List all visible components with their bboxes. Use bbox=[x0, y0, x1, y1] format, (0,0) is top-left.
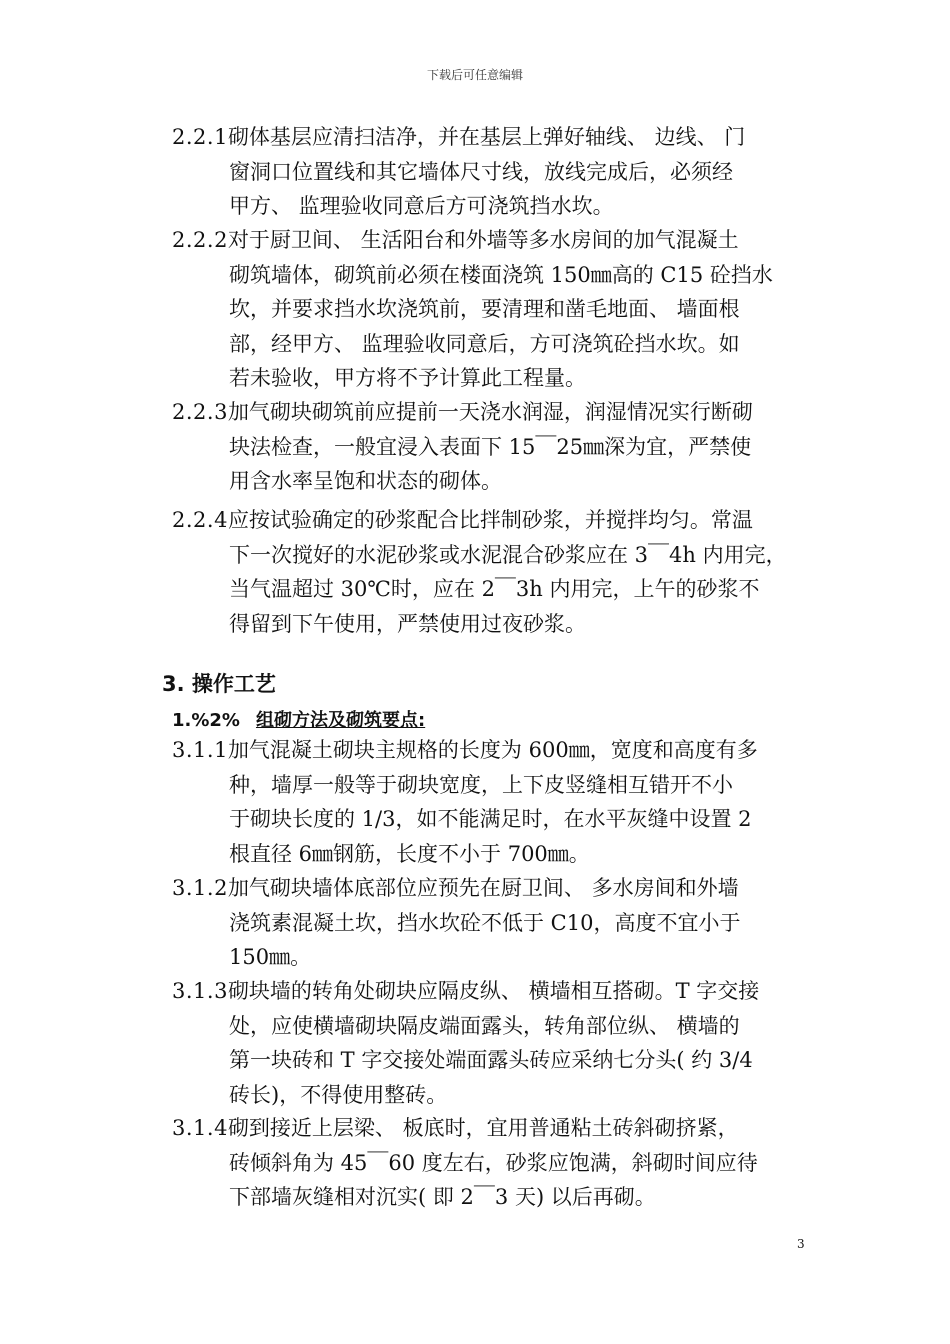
paragraph-3-1-3 bbox=[172, 974, 812, 1112]
paragraph-number: 3.1.4 bbox=[172, 1116, 228, 1140]
paragraph-text: 加气砌块墙体底部位应预先在厨卫间、 多水房间和外墙 bbox=[227, 876, 739, 900]
paragraph-text: 对于厨卫间、 生活阳台和外墙等多水房间的加气混凝土 bbox=[227, 228, 739, 252]
paragraph-text: 于砌块长度的 1/3，如不能满足时，在水平灰缝中设置 2 bbox=[229, 807, 752, 831]
paragraph-text: 部，经甲方、 监理验收同意后，方可浇筑砼挡水坎。如 bbox=[229, 331, 740, 356]
paragraph-number: 3.1.3 bbox=[172, 979, 228, 1003]
paragraph-text: 块法检查，一般宜浸入表面下 15￣25㎜深为宜，严禁使 bbox=[229, 434, 752, 459]
paragraph-2-2-1 bbox=[172, 120, 812, 224]
paragraph-line bbox=[172, 1146, 812, 1181]
paragraph-line bbox=[172, 327, 812, 362]
paragraph-line bbox=[172, 120, 812, 155]
section-3-1-number: 1.%2% bbox=[172, 710, 240, 731]
paragraph-number: 2.2.4 bbox=[172, 508, 228, 532]
paragraph-3-1-4 bbox=[172, 1111, 812, 1215]
paragraph-text: 加气混凝土砌块主规格的长度为 600㎜，宽度和高度有多 bbox=[227, 738, 758, 762]
paragraph-text: 坎，并要求挡水坎浇筑前，要清理和凿毛地面、 墙面根 bbox=[229, 297, 740, 321]
section-3-1-heading bbox=[172, 706, 425, 732]
paragraph-text: 砌块墙的转角处砌块应隔皮纵、 横墙相互搭砌。T 字交接 bbox=[227, 979, 760, 1003]
paragraph-number: 2.2.2 bbox=[172, 228, 228, 252]
paragraph-text: 下一次搅好的水泥砂浆或水泥混合砂浆应在 3￣4h 内用完， bbox=[229, 542, 787, 567]
paragraph-number: 3.1.2 bbox=[172, 876, 228, 900]
paragraph-line bbox=[172, 258, 812, 293]
paragraph-line bbox=[172, 871, 812, 906]
paragraph-line bbox=[172, 189, 812, 224]
paragraph-text: 砖倾斜角为 45￣60 度左右，砂浆应饱满，斜砌时间应待 bbox=[229, 1150, 758, 1175]
section-3-title: 3. 操作工艺 bbox=[162, 672, 276, 696]
paragraph-text: 甲方、 监理验收同意后方可浇筑挡水坎。 bbox=[229, 194, 614, 218]
paragraph-text: 砌到接近上层梁、 板底时，宜用普通粘土砖斜砌挤紧， bbox=[227, 1116, 739, 1140]
paragraph-text: 当气温超过 30℃时，应在 2￣3h 内用完，上午的砂浆不 bbox=[229, 577, 760, 601]
paragraph-2-2-2 bbox=[172, 223, 812, 396]
paragraph-line bbox=[172, 1078, 812, 1113]
paragraph-line bbox=[172, 361, 812, 396]
paragraph-line bbox=[172, 768, 812, 803]
paragraph-number: 2.2.3 bbox=[172, 400, 228, 424]
paragraph-line bbox=[172, 837, 812, 872]
section-3-1-label: 组砌方法及砌筑要点: bbox=[255, 710, 426, 731]
paragraph-text: 浇筑素混凝土坎，挡水坎砼不低于 C10，高度不宜小于 bbox=[229, 910, 741, 935]
paragraph-number: 2.2.1 bbox=[172, 125, 228, 149]
paragraph-2-2-4 bbox=[172, 503, 812, 641]
paragraph-line bbox=[172, 607, 812, 642]
paragraph-line bbox=[172, 906, 812, 941]
paragraph-line bbox=[172, 395, 812, 430]
paragraph-text: 根直径 6㎜钢筋，长度不小于 700㎜。 bbox=[229, 841, 590, 866]
page-number: 3 bbox=[797, 1237, 805, 1251]
paragraph-text: 150㎜。 bbox=[229, 945, 312, 969]
paragraph-text: 种，墙厚一般等于砌块宽度，上下皮竖缝相互错开不小 bbox=[229, 772, 733, 797]
paragraph-text: 砖长)，不得使用整砖。 bbox=[229, 1082, 448, 1107]
paragraph-line bbox=[172, 974, 812, 1009]
paragraph-line bbox=[172, 733, 812, 768]
paragraph-line bbox=[172, 503, 812, 538]
paragraph-text: 加气砌块砌筑前应提前一天浇水润湿，润湿情况实行断砌 bbox=[227, 400, 753, 424]
paragraph-line bbox=[172, 292, 812, 327]
paragraph-line bbox=[172, 940, 812, 975]
paragraph-text: 窗洞口位置线和其它墙体尺寸线，放线完成后，必须经 bbox=[229, 159, 733, 184]
paragraph-line bbox=[172, 802, 812, 837]
paragraph-line bbox=[172, 464, 812, 499]
paragraph-text: 得留到下午使用，严禁使用过夜砂浆。 bbox=[229, 611, 586, 636]
paragraph-text: 用含水率呈饱和状态的砌体。 bbox=[229, 469, 502, 493]
paragraph-line bbox=[172, 1180, 812, 1215]
paragraph-line bbox=[172, 1043, 812, 1078]
paragraph-number: 3.1.1 bbox=[172, 738, 228, 762]
paragraph-text: 第一块砖和 T 字交接处端面露头砖应采纳七分头( 约 3/4 bbox=[229, 1048, 753, 1072]
paragraph-line bbox=[172, 1009, 812, 1044]
paragraph-3-1-2 bbox=[172, 871, 812, 975]
paragraph-text: 下部墙灰缝相对沉实( 即 2￣3 天) 以后再砌。 bbox=[229, 1185, 656, 1209]
paragraph-text: 若未验收，甲方将不予计算此工程量。 bbox=[229, 366, 586, 390]
paragraph-line bbox=[172, 1111, 812, 1146]
paragraph-line bbox=[172, 155, 812, 190]
paragraph-3-1-1 bbox=[172, 733, 812, 871]
paragraph-2-2-3 bbox=[172, 395, 812, 499]
paragraph-text: 砌筑墙体，砌筑前必须在楼面浇筑 150㎜高的 C15 砼挡水 bbox=[229, 262, 773, 287]
paragraph-line bbox=[172, 223, 812, 258]
paragraph-text: 应按试验确定的砂浆配合比拌制砂浆，并搅拌均匀。常温 bbox=[227, 508, 753, 532]
paragraph-line bbox=[172, 538, 812, 573]
paragraph-text: 处，应使横墙砌块隔皮端面露头，转角部位纵、 横墙的 bbox=[229, 1013, 740, 1038]
page-header: 下载后可任意编辑 bbox=[426, 68, 523, 82]
paragraph-line bbox=[172, 572, 812, 607]
paragraph-line bbox=[172, 430, 812, 465]
paragraph-text: 砌体基层应清扫洁净，并在基层上弹好轴线、 边线、 门 bbox=[227, 125, 746, 149]
